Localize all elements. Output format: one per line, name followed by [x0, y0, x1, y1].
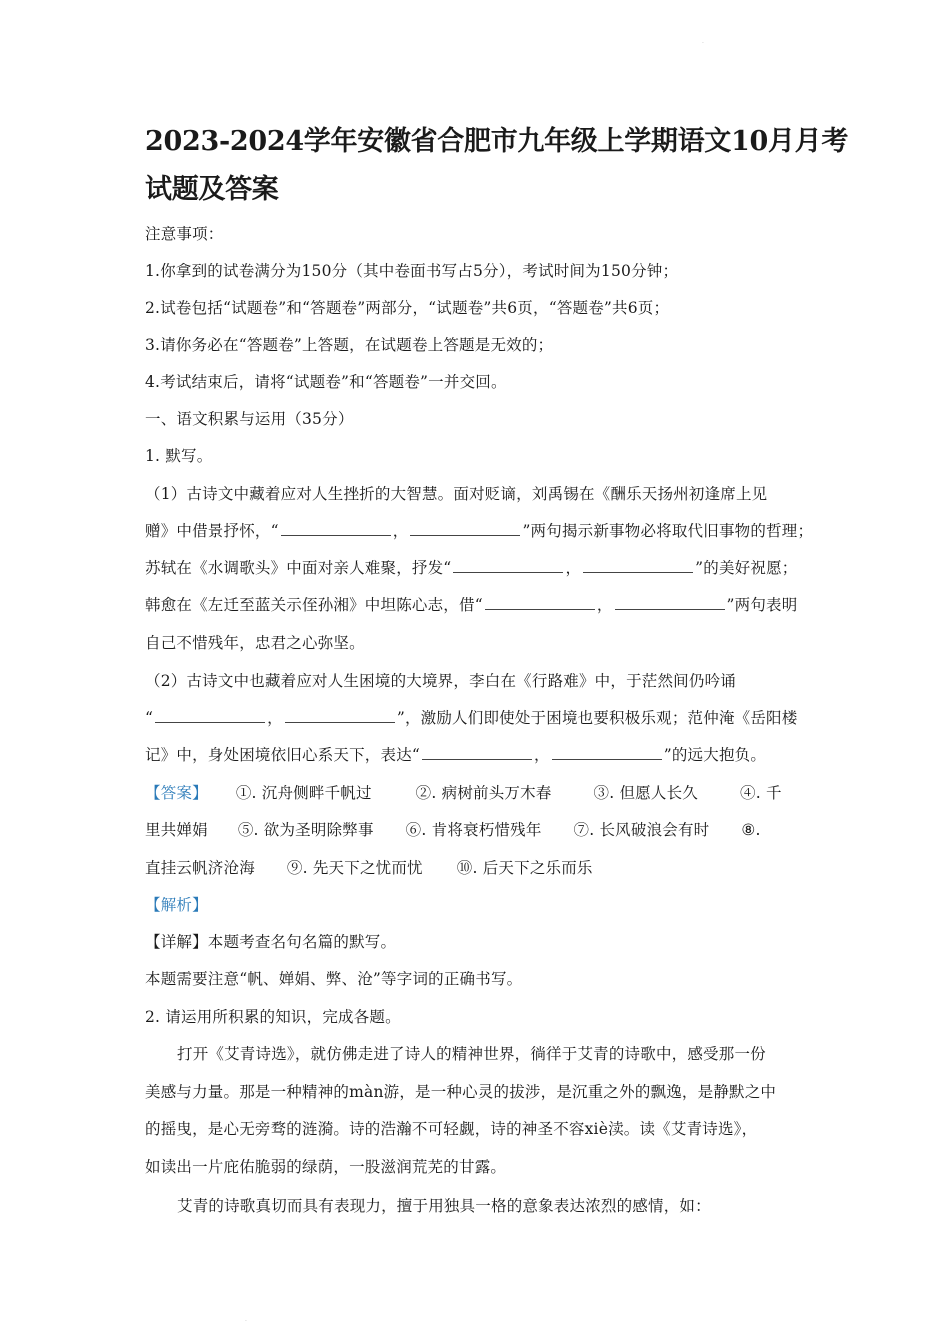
answer-item: ③. 但愿人长久: [593, 784, 698, 802]
answer-blank[interactable]: [552, 742, 662, 760]
scan-dot: ·: [245, 1318, 247, 1325]
answer-item: ①. 沉舟侧畔千帆过: [235, 784, 372, 802]
answer-blank[interactable]: [485, 592, 595, 610]
analysis-note: 本题需要注意“帆、婵娟、弊、沧”等字词的正确书写。: [145, 970, 523, 988]
answer-item: ⑦. 长风破浪会有时: [573, 821, 710, 839]
analysis-detail: 【详解】本题考查名句名篇的默写。: [145, 933, 397, 951]
answer-blank[interactable]: [615, 592, 725, 610]
q1-part1-line-4: 韩愈在《左迁至蓝关示侄孙湘》中坦陈心志，借“ ， ”两句表明: [145, 592, 815, 618]
q1-part1-line-1: （1）古诗文中藏着应对人生挫折的大智慧。面对贬谪，刘禹锡在《酬乐天扬州初逢席上见: [145, 485, 768, 503]
answer-blank[interactable]: [422, 742, 532, 760]
document-title-line-2: 试题及答案: [145, 174, 279, 205]
answer-blank[interactable]: [410, 518, 520, 536]
answer-row-3: [145, 855, 815, 881]
answer-row-2: [145, 817, 815, 843]
answer-label: 【答案】: [145, 784, 208, 802]
q2-paragraph-1-line-4: 如读出一片庇佑脆弱的绿荫，一股滋润荒芜的甘露。: [145, 1158, 507, 1176]
q1-part1-line-3: 苏轼在《水调歌头》中面对亲人难聚，抒发“ ， ”的美好祝愿；: [145, 555, 815, 581]
answer-item: ④. 千: [740, 784, 782, 802]
answer-blank[interactable]: [285, 705, 395, 723]
analysis-label: 【解析】: [145, 896, 208, 914]
q2-paragraph-2: 艾青的诗歌真切而具有表现力，擅于用独具一格的意象表达浓烈的感情，如：: [177, 1197, 711, 1215]
q1-part2-line-1: （2）古诗文中也藏着应对人生困境的大境界，李白在《行路难》中，于茫然间仍吟诵: [145, 672, 736, 690]
answer-item: 直挂云帆济沧海: [145, 859, 255, 877]
answer-row-1: [145, 780, 815, 806]
section-1-heading: 一、语文积累与运用（35分）: [145, 410, 354, 428]
question-2-heading: 2. 请运用所积累的知识，完成各题。: [145, 1008, 401, 1026]
q2-paragraph-1-line-1: 打开《艾青诗选》，就仿佛走进了诗人的精神世界，徜徉于艾青的诗歌中，感受那一份: [177, 1045, 766, 1063]
q2-paragraph-1-line-2: 美感与力量。那是一种精神的màn游，是一种心灵的拔涉，是沉重之外的飘逸，是静默之中: [145, 1083, 777, 1101]
answer-item: ⑤. 欲为圣明除弊事: [237, 821, 374, 839]
notice-heading: 注意事项：: [145, 225, 224, 243]
q1-part2-line-3: 记》中，身处困境依旧心系天下，表达“ ， ”的远大抱负。: [145, 742, 815, 768]
notice-item-2: 2.试卷包括“试题卷”和“答题卷”两部分，“试题卷”共6页，“答题卷”共6页；: [145, 299, 670, 317]
document-title-line-1: 2023-2024学年安徽省合肥市九年级上学期语文10月月考: [145, 126, 849, 157]
q1-part1-line-2: 赠》中借景抒怀，“ ， ”两句揭示新事物必将取代旧事物的哲理；: [145, 518, 815, 544]
answer-item: ⑩. 后天下之乐而乐: [456, 859, 593, 877]
q1-part1-line-5: 自己不惜残年，忠君之心弥坚。: [145, 634, 365, 652]
q1-part2-line-2: “ ， ”，激励人们即使处于困境也要积极乐观；范仲淹《岳阳楼: [145, 705, 815, 731]
answer-item: ②. 病树前头万木春: [415, 784, 552, 802]
answer-item: ⑥. 肯将衰朽惜残年: [405, 821, 542, 839]
answer-blank[interactable]: [453, 555, 563, 573]
notice-item-4: 4.考试结束后，请将“试题卷”和“答题卷”一并交回。: [145, 373, 507, 391]
answer-blank[interactable]: [281, 518, 391, 536]
answer-item: 里共婵娟: [145, 821, 208, 839]
notice-item-3: 3.请你务必在“答题卷”上答题，在试题卷上答题是无效的；: [145, 336, 554, 354]
question-1-heading: 1. 默写。: [145, 447, 213, 465]
answer-blank[interactable]: [155, 705, 265, 723]
answer-item: ⑨. 先天下之忧而忧: [286, 859, 423, 877]
answer-item: ⑧.: [741, 821, 761, 839]
scan-dot: ·: [702, 40, 704, 47]
answer-blank[interactable]: [583, 555, 693, 573]
notice-item-1: 1.你拿到的试卷满分为150分（其中卷面书写占5分），考试时间为150分钟；: [145, 262, 679, 280]
q2-paragraph-1-line-3: 的摇曳，是心无旁骛的涟漪。诗的浩瀚不可轻觑，诗的神圣不容xiè渎。读《艾青诗选》，: [145, 1120, 758, 1138]
